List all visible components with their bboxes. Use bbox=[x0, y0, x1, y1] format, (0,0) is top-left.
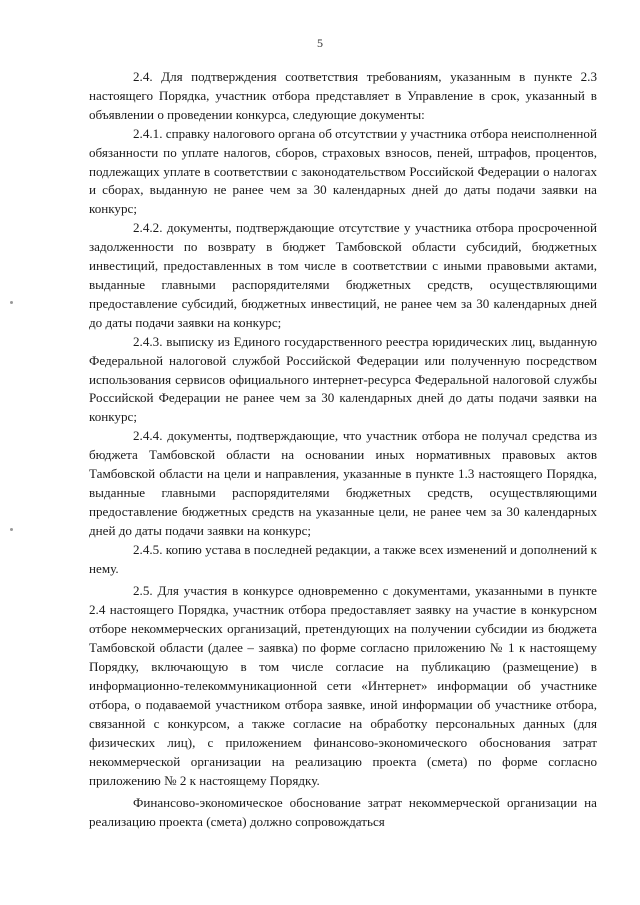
page-number: 5 bbox=[317, 36, 323, 50]
paragraph-financial-justification: Финансово-экономическое обоснование затрат некоммерческой организации на реализацию проекта (смета) должно сопровождаться bbox=[89, 795, 597, 830]
scan-artifact bbox=[10, 528, 13, 531]
document-body bbox=[89, 68, 597, 832]
paragraph-2-4-2: 2.4.2. документы, подтверждающие отсутствие у участника отбора просроченной задолженности по возврату в бюджет Тамбовской области субсидий, бюджетных инвестиций, предоставленных в том числе в соответствии с иными правовыми актами, выданные главными распорядителями бюджетных средств, осуществляющими предоставление субсидий, бюджетных инвестиций, не ранее чем за 30 календарных дней до даты подачи заявки на конкурс; bbox=[89, 220, 597, 330]
paragraph-2-4-1: 2.4.1. справку налогового органа об отсутствии у участника отбора неисполненной обязанности по уплате налогов, сборов, страховых взносов, пеней, штрафов, процентов, подлежащих уплате в соответствии с законодательством Российской Федерации о налогах и сборах, выданную не ранее чем за 30 календарных дней до даты подачи заявки на конкурс; bbox=[89, 125, 597, 217]
paragraph-2-4-5: 2.4.5. копию устава в последней редакции, а также всех изменений и дополнений к нему. bbox=[89, 541, 597, 576]
paragraph-2-4: 2.4. Для подтверждения соответствия требованиям, указанным в пункте 2.3 настоящего Порядка, участник отбора представляет в Управление в срок, указанный в объявлении о проведении конкурса, следующие документы: bbox=[89, 69, 597, 122]
scan-artifact bbox=[10, 301, 13, 304]
paragraph-2-5: 2.5. Для участия в конкурсе одновременно с документами, указанными в пункте 2.4 настоящего Порядка, участник отбора предоставляет заявку на участие в конкурсном отборе некоммерческих организаций, претендующих на получении субсидии из бюджета Тамбовской области (далее – заявка) по форме согласно приложению № 1 к настоящему Порядку, включающую в том числе согласие на публикацию (размещение) в информационно-телекоммуникационной сети «Интернет» информации об участнике отбора, о подаваемой участником отбора заявке, иной информации об участнике отбора, связанной с конкурсом, а также согласие на обработку персональных данных (для физических лиц), с приложением финансово-экономического обоснования затрат некоммерческой организации на реализацию проекта (смета) по форме согласно приложению № 2 к настоящему Порядку. bbox=[89, 583, 597, 788]
paragraph-2-4-4: 2.4.4. документы, подтверждающие, что участник отбора не получал средства из бюджета Тамбовской области на основании иных нормативных правовых актов Тамбовской области на цели и направления, указанные в пункте 1.3 настоящего Порядка, выданные главными распорядителями бюджетных средств, осуществляющими предоставление бюджетных средств на указанные цели, не ранее чем за 30 календарных дней до даты подачи заявки на конкурс; bbox=[89, 428, 597, 538]
paragraph-2-4-3: 2.4.3. выписку из Единого государственного реестра юридических лиц, выданную Федеральной налоговой службой Российской Федерации или полученную посредством использования сервисов официального интернет-ресурса Федеральной налоговой службы Российской Федерации не ранее чем за 30 календарных дней до даты подачи заявки на конкурс; bbox=[89, 333, 597, 425]
